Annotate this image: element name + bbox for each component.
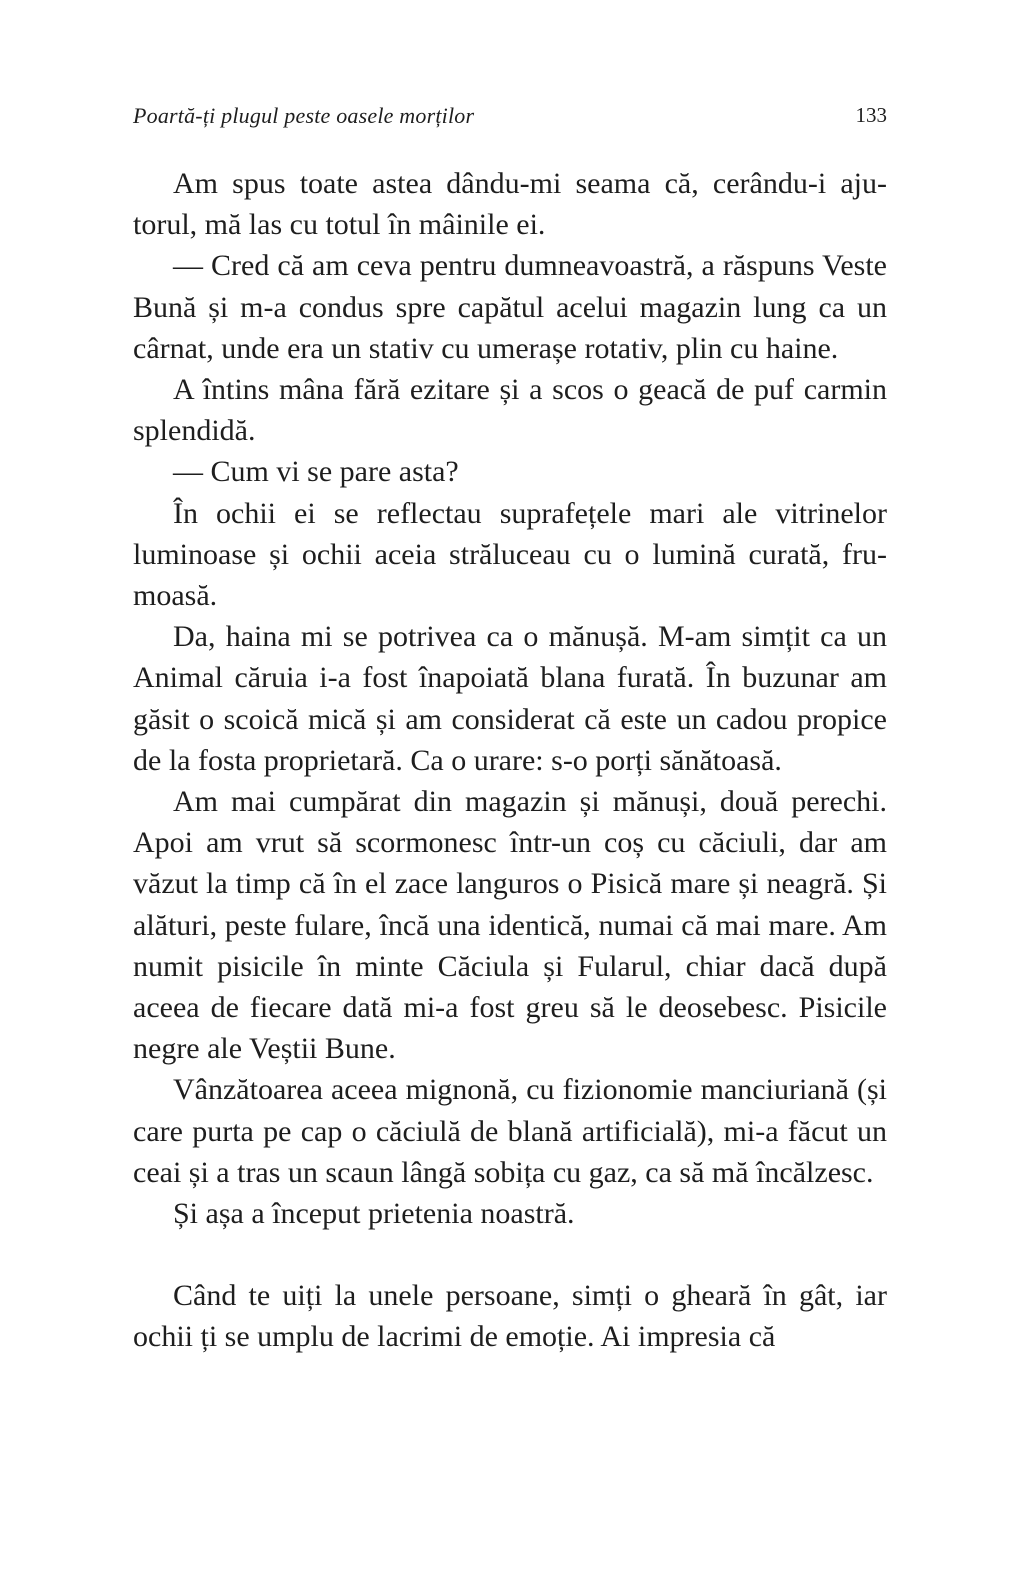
paragraph: A întins mâna fără ezitare și a scos o geacă de puf carmin splendidă. — [133, 373, 887, 448]
running-header-title: Poartă-ți plugul peste oasele morților — [133, 103, 475, 128]
paragraph: Vânzătoarea aceea mignonă, cu fizionomie manciuriană (și care purta pe cap o căciulă de blană artificială), mi-a făcut un ceai și a tras un scaun lângă sobița cu gaz, ca să mă încălzesc. — [133, 1073, 887, 1189]
paragraph: Am spus toate astea dându-mi seama că, cerându-i ajutorul, mă las cu totul în mâinile ei. — [133, 167, 887, 242]
paragraph: Și așa a început prietenia noastră. — [173, 1197, 575, 1231]
paragraph: În ochii ei se reflectau suprafețele mari ale vitrinelor luminoase și ochii aceia străluceau cu o lumină curată, frumoasă. — [133, 496, 887, 613]
paragraph: Da, haina mi se potrivea ca o mănușă. M-am simțit ca un Animal căruia i-a fost înapoiată blana furată. În buzunar am găsit o scoică mică și am considerat că este un cadou propice de la fosta proprietară. Ca o urare: s-o porți sănătoasă. — [133, 620, 887, 777]
paragraph: Când te uiți la unele persoane, simți o gheară în gât, iar ochii ți se umplu de lacrimi de emoție. Ai impresia că — [133, 1279, 887, 1354]
running-header — [133, 103, 887, 133]
body-text — [133, 163, 887, 1358]
paragraph: — Cred că am ceva pentru dumneavoastră, a răspuns Veste Bună și m-a condus spre capătul acelui magazin lung ca un cârnat, unde era un stativ cu umerașe rotativ, plin cu haine. — [133, 249, 887, 365]
paragraph: Am mai cumpărat din magazin și mănuși, două perechi. Apoi am vrut să scormonesc într-un coș cu căciuli, dar am văzut la timp că în el zace languros o Pisică mare și neagră. Și alături, peste fulare, încă una identică, numai că mai mare. Am numit pisicile în minte Căciula și Fularul, chiar dacă după aceea de fiecare dată mi-a fost greu să le deosebesc. Pisicile negre ale Veștii Bune. — [133, 785, 887, 1066]
page-number: 133 — [855, 103, 887, 127]
paragraph: — Cum vi se pare asta? — [173, 455, 459, 489]
